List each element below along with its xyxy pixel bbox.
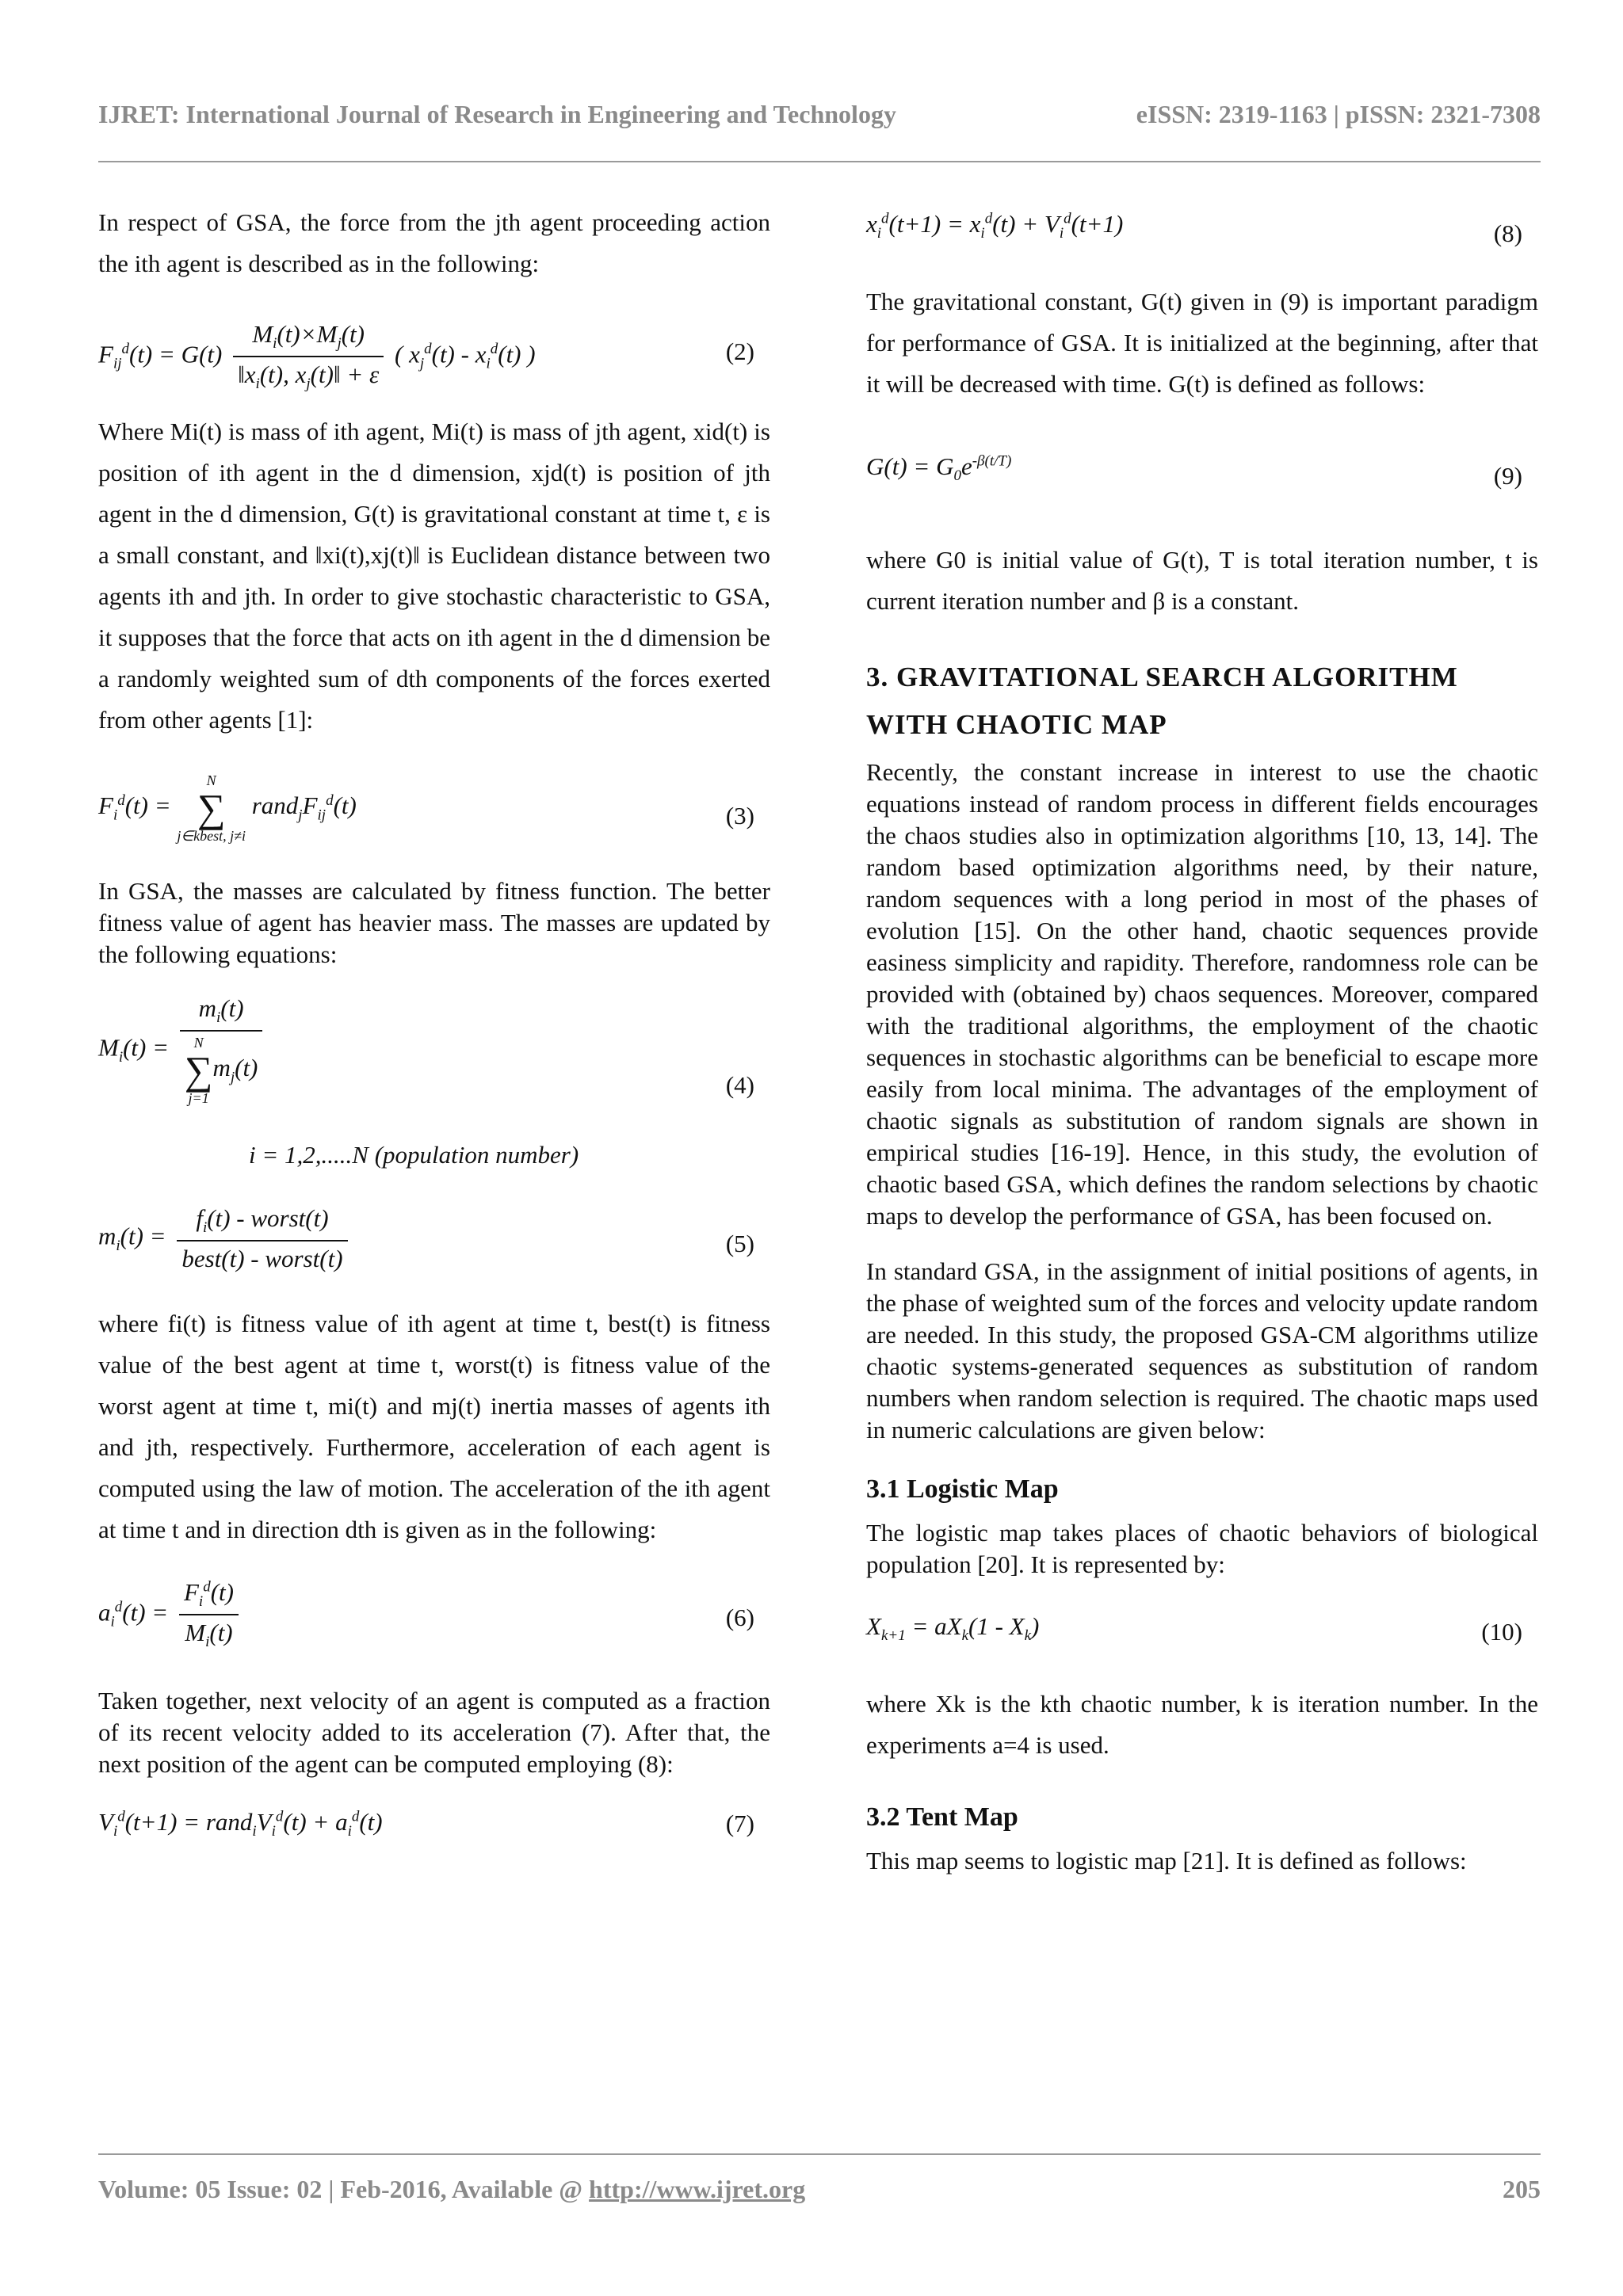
right-paragraph-1: The gravitational constant, G(t) given in (9) is important paradigm for performance of GSA. It is initialized at the beginning, after that it will be decreased with time. G(t) is defined as follows: (866, 288, 1538, 398)
equation-4: $M_i(t)$ = $m_i(t)$ N ∑ j=1 $m_j(t)$ i = 1,2,.....N (population number) (4) (98, 994, 754, 1169)
right-paragraph-5: The logistic map takes places of chaotic behaviors of biological population [20]. It is represented by: (866, 1519, 1538, 1578)
equation-6-number: (6) (725, 1604, 754, 1631)
page-footer (98, 2175, 1541, 2204)
equation-9-number: (9) (1493, 462, 1522, 490)
section-3-heading: 3. GRAVITATIONAL SEARCH ALGORITHM WITH CHAOTIC MAP (866, 662, 1458, 740)
journal-title: IJRET: International Journal of Research in Engineering and Technology (98, 100, 896, 128)
equation-4-note: i = 1,2,.....N (population number) (249, 1141, 579, 1169)
equation-6: $a_i^d(t)$ = $\frac{F_i^d(t)}{M_i(t)}$ (6) (98, 1578, 754, 1651)
equation-10-number: (10) (1481, 1618, 1522, 1646)
right-paragraph-6: where Xk is the kth chaotic number, k is iteration number. In the experiments a=4 is used. (866, 1690, 1538, 1759)
equation-3-number: (3) (725, 802, 754, 830)
equation-5: $m_i(t)$ = $\frac{f_i(t) - worst(t)}{\text{best(t) - worst(t)}}$ (5) (98, 1204, 754, 1273)
equation-5-number: (5) (725, 1230, 754, 1257)
equation-7-number: (7) (725, 1810, 754, 1837)
left-paragraph-2: Where Mi(t) is mass of ith agent, Mi(t) is mass of jth agent, xid(t) is position of ith agent in the d dimension, xjd(t) is position of jth agent in the d dimension, G(t) is gravitational constant at time t, ε is a small constant, and ‖xi(t),xj(t)‖ is Euclidean distance between two agents ith and jth. In order to give stochastic characteristic to GSA, it supposes that the force that acts on ith agent in the d dimension be a randomly weighted sum of dth components of the forces exerted from other agents [1]: (98, 418, 770, 734)
issn-info: eISSN: 2319-1163 | pISSN: 2321-7308 (1136, 100, 1541, 128)
equation-9: $G(t) = G_0e^{-\beta(t/T)}$ (9) (866, 452, 1522, 490)
equation-8: $x_i^d(t+1) = x_i^d(t) + V_i^d(t+1)$ (8) (866, 210, 1522, 247)
footer-volume: Volume: 05 Issue: 02 | Feb-2016, Available @ (98, 2175, 583, 2203)
equation-3: $F_i^d(t)$ = N ∑ j∈kbest, j≠i $rand_jF_{ij}^d(t)$ (3) (98, 772, 754, 844)
equation-2-number: (2) (725, 338, 754, 365)
section-3-1-heading: 3.1 Logistic Map (866, 1474, 1059, 1504)
left-paragraph-4: where fi(t) is fitness value of ith agent at time t, best(t) is fitness value of the best agent at time t, worst(t) is fitness value of the worst agent at time t, mi(t) and mj(t) inertia masses of agents ith and jth, respectively. Furthermore, acceleration of each agent is computed using the law of motion. The acceleration of the ith agent at time t and in direction dth is given as in the following: (98, 1310, 770, 1543)
equation-8-number: (8) (1493, 219, 1522, 247)
right-column (866, 202, 1538, 1877)
page-number: 205 (1503, 2175, 1541, 2203)
footer-url-link[interactable]: http://www.ijret.org (589, 2175, 806, 2203)
right-paragraph-2: where G0 is initial value of G(t), T is total iteration number, t is current iteration number and β is a constant. (866, 546, 1538, 615)
right-paragraph-4: In standard GSA, in the assignment of initial positions of agents, in the phase of weighted sum of the forces and velocity update random are needed. In this study, the proposed GSA-CM algorithms utilize chaotic systems-generated sequences as substitution of random numbers when random selection is required. The chaotic maps used in numeric calculations are given below: (866, 1257, 1538, 1444)
left-paragraph-3: In GSA, the masses are calculated by fitness function. The better fitness value of agent has heavier mass. The masses are updated by the following equations: (98, 877, 770, 968)
right-paragraph-7: This map seems to logistic map [21]. It is defined as follows: (866, 1847, 1467, 1875)
left-paragraph-1: In respect of GSA, the force from the jth agent proceeding action the ith agent is described as in the following: (98, 208, 770, 277)
header-rule (98, 161, 1541, 162)
page-header (98, 93, 1541, 141)
equation-4-number: (4) (725, 1071, 754, 1099)
left-paragraph-5: Taken together, next velocity of an agent is computed as a fraction of its recent velocity added to its acceleration (7). After that, the next position of the agent can be computed employing (8): (98, 1687, 770, 1778)
equation-7: $V_i^d(t+1)$ = $rand_iV_i^d(t) + a_i^d(t)$ (7) (98, 1808, 754, 1840)
section-3-2-heading: 3.2 Tent Map (866, 1802, 1018, 1832)
equation-2: $F_{ij}^d(t) = G(t)$ $\frac{M_i(t)\times M_j(t)}{‖x_i(t), x_j(t)‖ + \varepsilon}$ ( $x_j^d(t) - x_i^d(t)$ ) (2) (98, 320, 754, 393)
left-column (98, 202, 770, 1852)
right-paragraph-3: Recently, the constant increase in interest to use the chaotic equations instead of random process in different fields encourages the chaos studies also in optimization algorithms [10, 13, 14]. The random based optimization algorithms need, by their nature, random sequences with a long period in most of the phases of evolution [15]. On the other hand, chaotic sequences provide easiness simplicity and rapidity. Therefore, randomness role can be provided with (obtained by) chaos sequences. Moreover, compared with the traditional algorithms, the employment of the chaotic sequences in stochastic algorithms can be beneficial to escape more easily from local minima. The advantages of the employment of chaotic signals as substitution of random signals are shown in empirical studies [16-19]. Hence, in this study, the evolution of chaotic based GSA, which defines the random selections by chaotic maps to develop the performance of GSA, has been focused on. (866, 758, 1538, 1230)
equation-10: $X_{k+1} = aX_k(1 - X_k)$ (10) (866, 1612, 1522, 1646)
footer-rule (98, 2153, 1541, 2155)
